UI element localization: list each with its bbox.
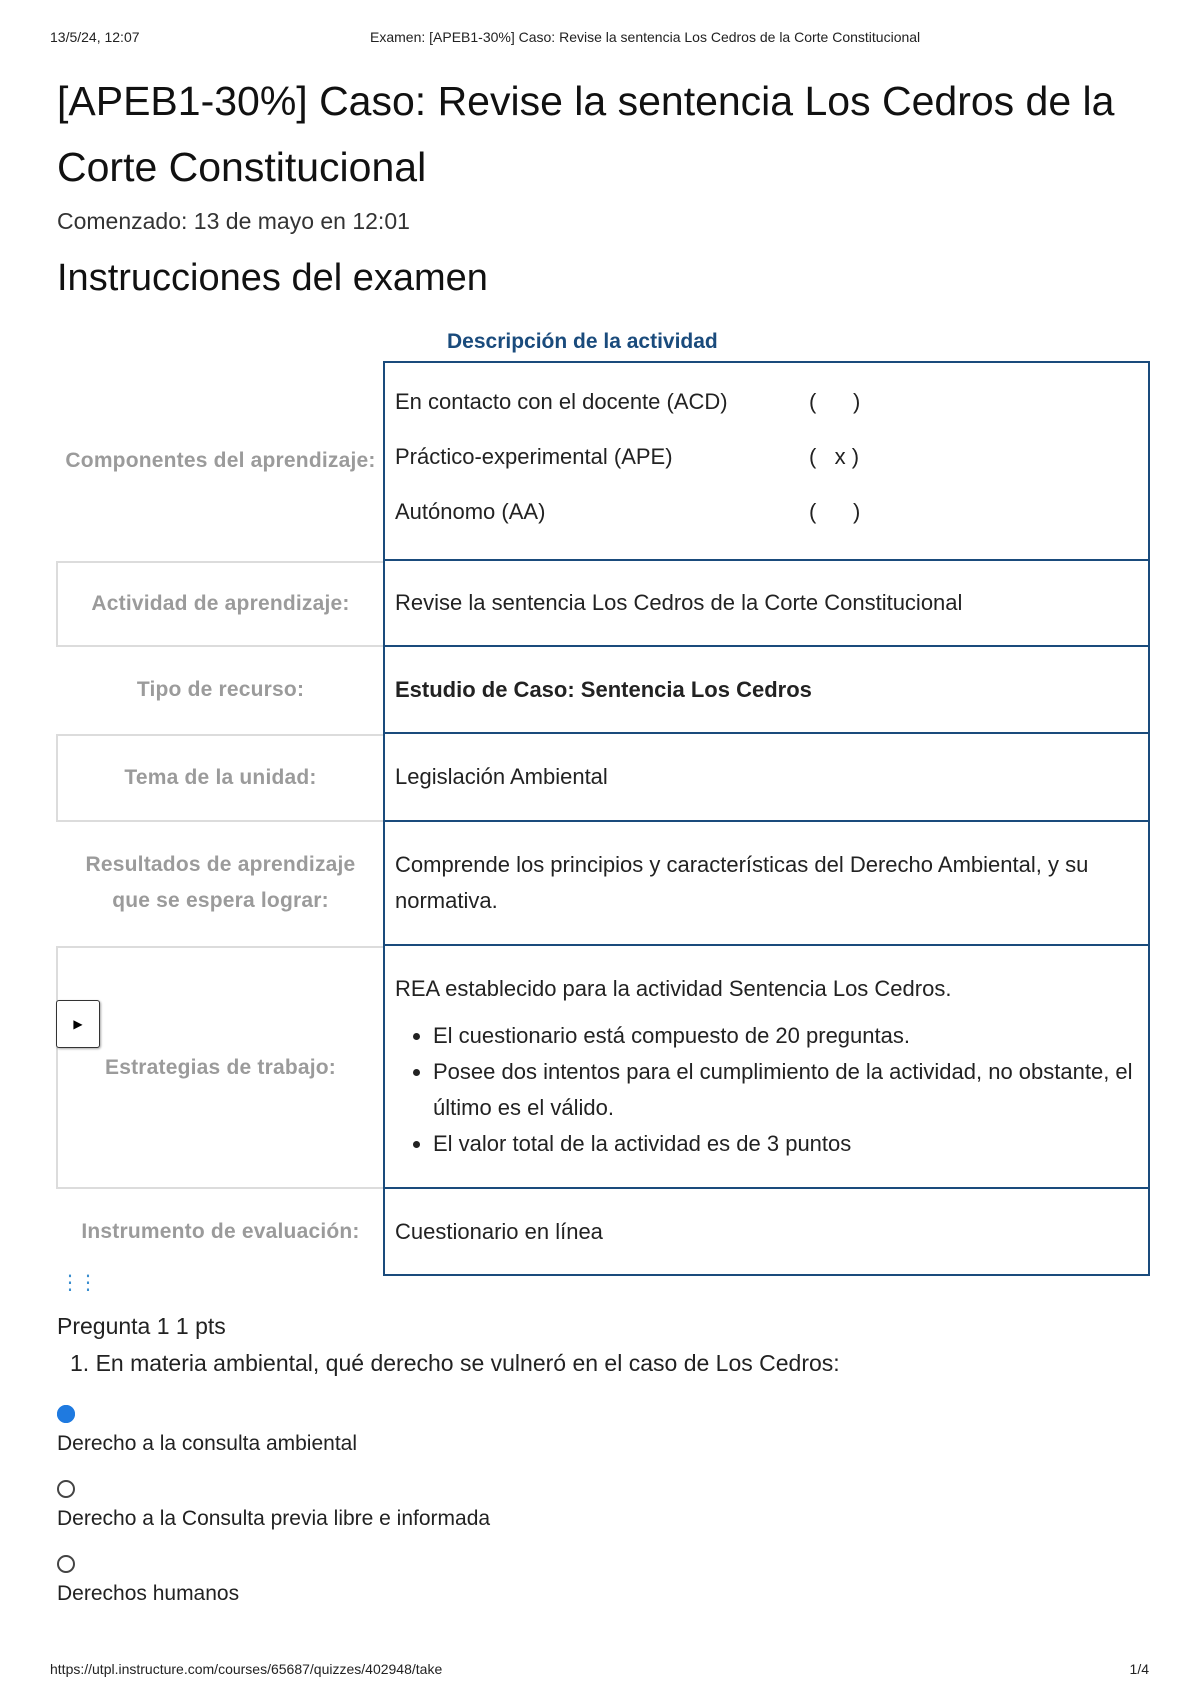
list-item: • Posee dos intentos para el cumplimiento de la actividad, no obstante, el último es el válido. (433, 1054, 1138, 1126)
component-mark: ( x ) (809, 444, 860, 469)
answer-label[interactable]: Derechos humanos (57, 1582, 240, 1605)
print-header (50, 29, 1150, 49)
answer-label[interactable]: Derecho a la consulta ambiental (57, 1432, 358, 1455)
print-footer (50, 1661, 1150, 1681)
components-value (383, 361, 1150, 561)
strategies-value (383, 946, 1150, 1189)
page-number: 1/4 (1129, 1661, 1149, 1677)
activity-value: Revise la sentencia Los Cedros de la Corte Constitucional (383, 561, 1150, 647)
component-mark: ( ) (809, 499, 861, 524)
strategies-list (395, 1018, 1138, 1162)
component-name: Autónomo (AA) (395, 499, 546, 524)
radio-icon[interactable] (57, 1480, 75, 1498)
list-item: • El cuestionario está compuesto de 20 preguntas. (433, 1018, 1138, 1054)
instrument-label: Instrumento de evaluación: (81, 1219, 360, 1243)
table-row-resource (56, 647, 1150, 734)
radio-selected-icon[interactable] (57, 1405, 75, 1423)
table-row-components (56, 361, 1150, 561)
answer-option-3[interactable] (57, 1555, 757, 1606)
component-name: Práctico-experimental (APE) (395, 444, 673, 469)
play-button[interactable] (56, 1000, 100, 1048)
drag-handle-icon[interactable]: ⋮⋮ (60, 1272, 96, 1294)
play-icon: ▶ (73, 1017, 83, 1031)
table-row-topic (56, 734, 1150, 822)
strategies-label: Estrategias de trabajo: (56, 946, 383, 1189)
section-title: Instrucciones del examen (57, 257, 488, 299)
component-name: En contacto con el docente (ACD) (395, 389, 728, 414)
question-text: 1. En materia ambiental, qué derecho se vulneró en el caso de Los Cedros: (70, 1350, 840, 1376)
resource-value: Estudio de Caso: Sentencia Los Cedros (383, 647, 1150, 734)
radio-icon[interactable] (57, 1555, 75, 1573)
table-row-activity (56, 561, 1150, 647)
component-mark: ( ) (809, 389, 861, 414)
component-aa (395, 499, 1138, 554)
activity-table (56, 361, 1150, 1276)
component-acd (395, 389, 1138, 444)
topic-label: Tema de la unidad: (56, 734, 383, 822)
resource-label: Tipo de recurso: (136, 677, 305, 701)
print-url: https://utpl.instructure.com/courses/65687/quizzes/402948/take (50, 1661, 443, 1677)
answer-option-2[interactable] (57, 1480, 757, 1531)
strategies-intro: REA establecido para la actividad Sentencia Los Cedros. (395, 975, 952, 1001)
topic-value: Legislación Ambiental (383, 734, 1150, 822)
table-row-outcomes (56, 822, 1150, 946)
print-date: 13/5/24, 12:07 (50, 29, 140, 45)
outcomes-label: Resultados de aprendizaje que se espera lograr: (85, 853, 356, 912)
list-item: • El valor total de la actividad es de 3 puntos (433, 1126, 1138, 1162)
table-row-strategies (56, 946, 1150, 1189)
outcomes-value: Comprende los principios y características del Derecho Ambiental, y su normativa. (383, 822, 1150, 946)
page-title: [APEB1-30%] Caso: Revise la sentencia Los Cedros de la Corte Constitucional (57, 78, 1115, 190)
activity-label: Actividad de aprendizaje: (56, 561, 383, 647)
print-doc-title: Examen: [APEB1-30%] Caso: Revise la sentencia Los Cedros de la Corte Constitucional (370, 29, 921, 45)
answer-label[interactable]: Derecho a la Consulta previa libre e informada (57, 1507, 491, 1530)
table-caption: Descripción de la actividad (447, 330, 718, 353)
started-timestamp: Comenzado: 13 de mayo en 12:01 (57, 208, 410, 234)
question-header: Pregunta 1 1 pts (57, 1313, 226, 1339)
components-label: Componentes del aprendizaje: (65, 449, 376, 472)
table-row-instrument (56, 1189, 1150, 1276)
component-ape (395, 444, 1138, 499)
answer-option-1[interactable] (57, 1405, 757, 1456)
instrument-value: Cuestionario en línea (383, 1189, 1150, 1276)
